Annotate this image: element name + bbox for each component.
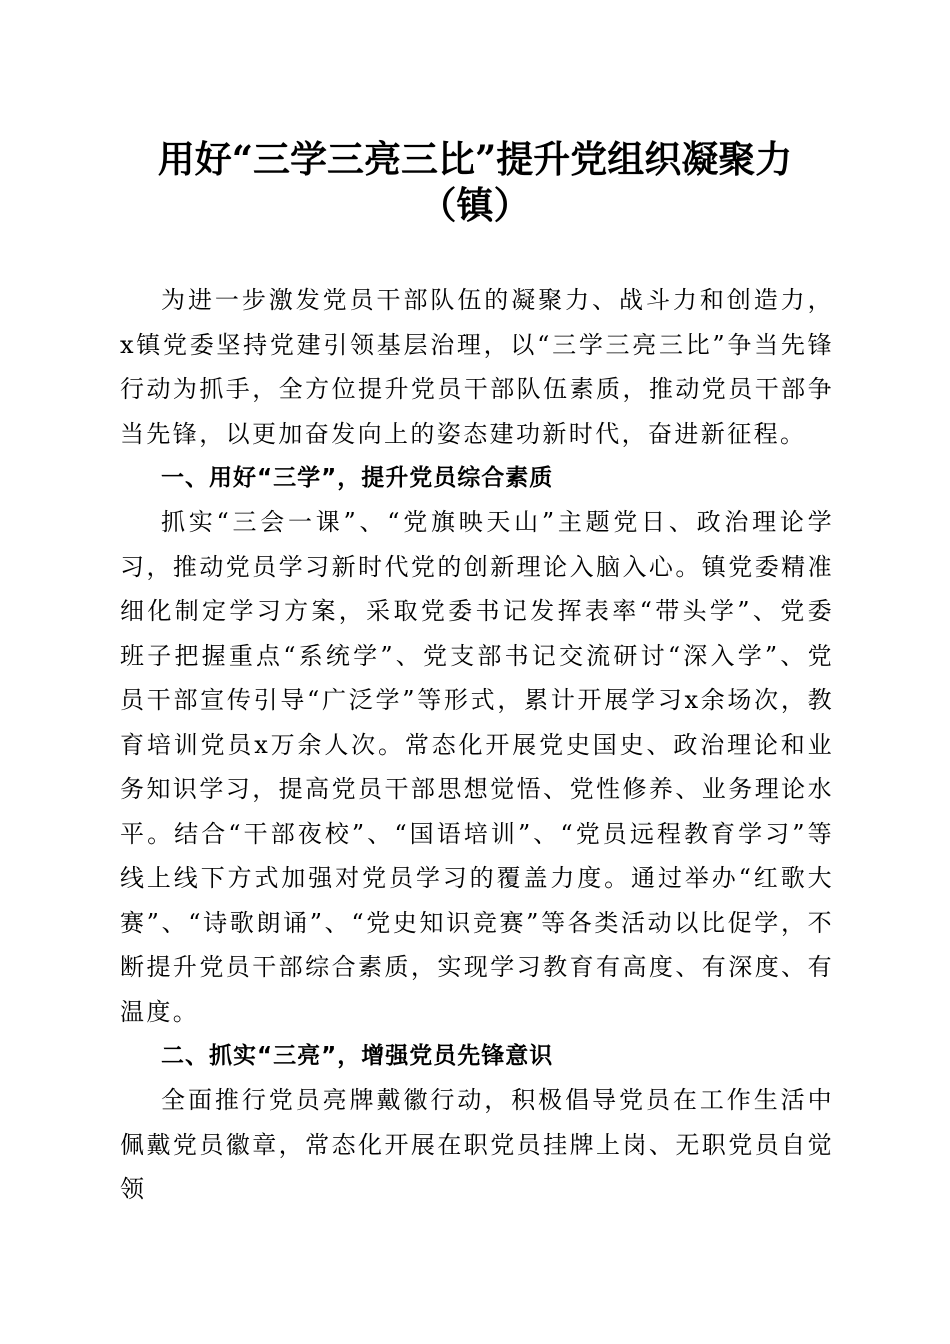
section-2-paragraph: 全面推行党员亮牌戴徽行动，积极倡导党员在工作生活中佩戴党员徽章，常态化开展在职党员挂牌上岗、无职党员自觉领 (120, 1086, 834, 1203)
document-title: 用好“三学三亮三比”提升党组织凝聚力 (157, 137, 793, 181)
document-subtitle: （镇） (419, 183, 531, 227)
intro-paragraph: 为进一步激发党员干部队伍的凝聚力、战斗力和创造力，x镇党委坚持党建引领基层治理，以“三学三亮三比”争当先锋行动为抓手，全方位提升党员干部队伍素质，推动党员干部争当先锋，以更加奋发向上的姿态建功新时代，奋进新征程。 (120, 286, 834, 448)
section-1-paragraph: 抓实“三会一课”、“党旗映天山”主题党日、政治理论学习，推动党员学习新时代党的创新理论入脑入心。镇党委精准细化制定学习方案，采取党委书记发挥表率“带头学”、党委班子把握重点“系统学”、党支部书记交流研讨“深入学”、党员干部宣传引导“广泛学”等形式，累计开展学习x余场次，教育培训党员x万余人次。常态化开展党史国史、政治理论和业务知识学习，提高党员干部思想觉悟、党性修养、业务理论水平。结合“干部夜校”、“国语培训”、“党员远程教育学习”等线上线下方式加强对党员学习的覆盖力度。通过举办“红歌大赛”、“诗歌朗诵”、“党史知识竞赛”等各类活动以比促学，不断提升党员干部综合素质，实现学习教育有高度、有深度、有温度。 (120, 508, 834, 1026)
section-heading-2: 二、抓实“三亮”，增强党员先锋意识 (161, 1043, 554, 1069)
section-heading-1: 一、用好“三学”，提升党员综合素质 (161, 465, 554, 491)
